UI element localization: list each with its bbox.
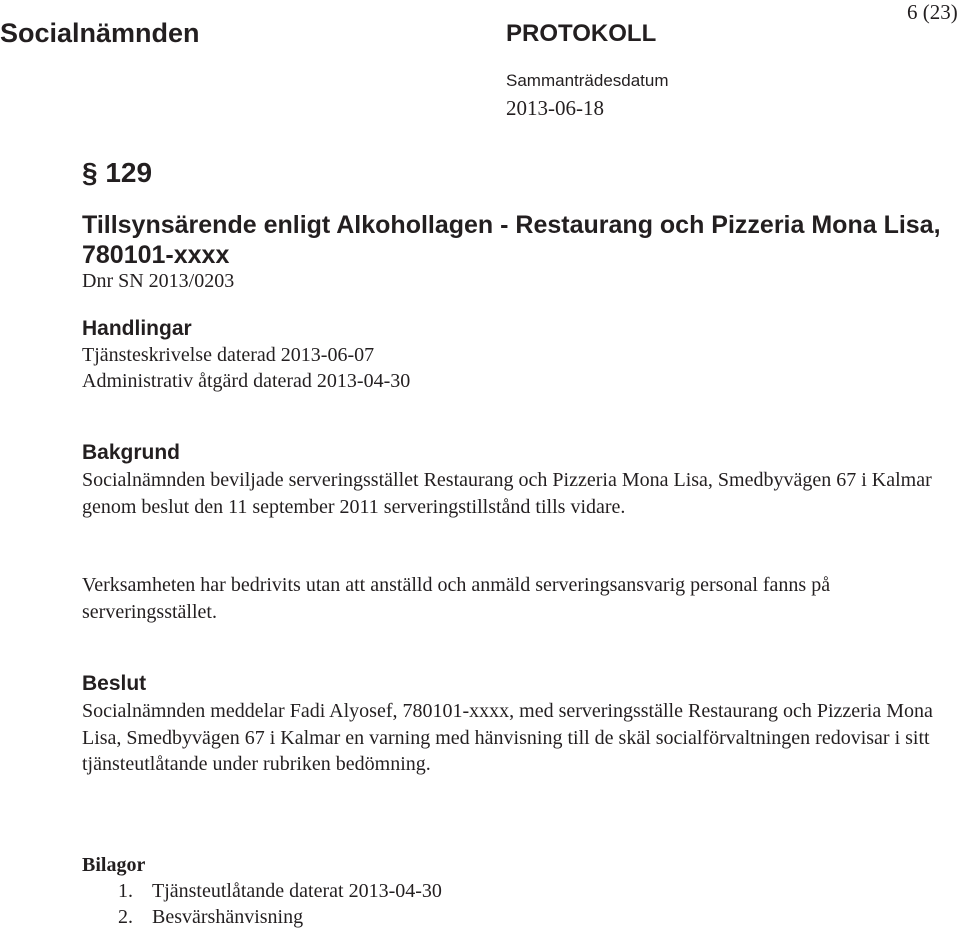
- section-number: § 129: [82, 157, 153, 188]
- organization-name: Socialnämnden: [0, 18, 200, 48]
- meeting-date-label: Sammanträdesdatum: [506, 71, 669, 90]
- bakgrund-heading: Bakgrund: [82, 441, 181, 464]
- beslut-paragraph: Socialnämnden meddelar Fadi Alyosef, 780101-xxxx, med serveringsställe Restaurang och Pizzeria Mona Lisa, Smedbyvägen 67 i Kalmar en varning med hänvisning till de skäl socialförvaltningen redovisar i sitt tjänsteutlåtande under rubriken bedömning.: [82, 700, 933, 775]
- bilagor-item-text: Besvärshänvisning: [152, 906, 304, 928]
- handlingar-heading: Handlingar: [82, 317, 192, 340]
- bakgrund-paragraph: Socialnämnden beviljade serveringsstället Restaurang och Pizzeria Mona Lisa, Smedbyvägen 67 i Kalmar genom beslut den 11 september 2011 serveringstillstånd tills vidare.: [82, 469, 932, 518]
- beslut-heading: Beslut: [82, 672, 147, 695]
- page-number: 6 (23): [907, 0, 958, 24]
- handlingar-line: Administrativ åtgärd daterad 2013-04-30: [82, 370, 411, 392]
- meeting-date: 2013-06-18: [506, 96, 604, 120]
- handlingar-line: Tjänsteskrivelse daterad 2013-06-07: [82, 344, 375, 366]
- case-number: Dnr SN 2013/0203: [82, 270, 235, 292]
- bilagor-item-number: 1.: [118, 880, 133, 902]
- bilagor-heading: Bilagor: [82, 854, 146, 876]
- bakgrund-paragraph: Verksamheten har bedrivits utan att anställd och anmäld serveringsansvarig personal fanns på serveringsstället.: [82, 574, 831, 623]
- section-title: Tillsynsärende enligt Alkohollagen - Restaurang och Pizzeria Mona Lisa, 780101-xxxx: [82, 211, 941, 269]
- bilagor-item-text: Tjänsteutlåtande daterat 2013-04-30: [152, 880, 442, 902]
- document-type: PROTOKOLL: [506, 20, 657, 47]
- bilagor-item-number: 2.: [118, 906, 133, 928]
